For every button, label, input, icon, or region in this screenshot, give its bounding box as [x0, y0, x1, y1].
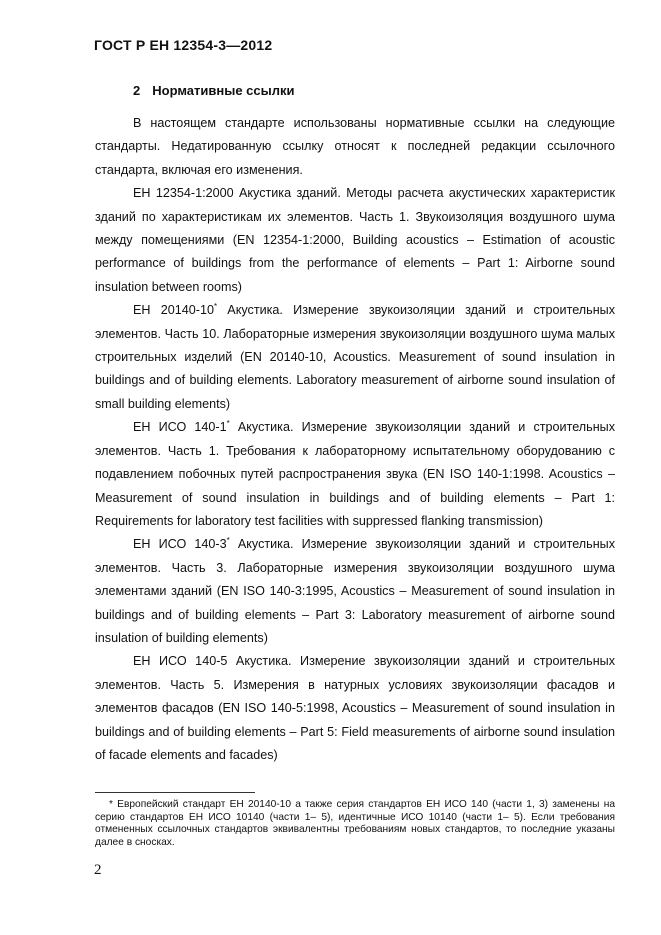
section-title: Нормативные ссылки: [152, 83, 295, 98]
reference-item: [95, 299, 615, 416]
reference-code: ЕН 12354-1:2000: [133, 186, 234, 201]
document-header: ГОСТ Р ЕН 12354-3—2012: [94, 37, 273, 53]
footnote-divider: [95, 792, 255, 793]
section-heading: [133, 83, 294, 98]
reference-code: ЕН ИСО 140-1: [133, 420, 227, 435]
reference-code: ЕН ИСО 140-5: [133, 654, 228, 669]
intro-paragraph: В настоящем стандарте использованы нормативные ссылки на следующие стандарты. Недатированную ссылку относят к последней редакции ссылочного стандарта, включая его изменения.: [95, 116, 615, 177]
footnote-marker: *: [226, 419, 230, 429]
reference-code: ЕН 20140-10: [133, 303, 214, 318]
reference-item: [95, 416, 615, 533]
reference-code: ЕН ИСО 140-3: [133, 537, 227, 552]
reference-item: [95, 182, 615, 299]
page-number: 2: [94, 862, 102, 878]
reference-text: Акустика. Измерение звукоизоляции зданий и строительных элементов. Часть 5. Измерения в натурных условиях звукоизоляции фасадов и элементов фасадов (EN ISO 140-5:1998, Acoustics – Measurement of sound insulation in buildings and of building elements – Part 5: Field measurements of airborne sound insulation of facade elements and facades): [95, 654, 615, 762]
reference-text: Акустика зданий. Методы расчета акустических характеристик зданий по характеристикам их элементов. Часть 1. Звукоизоляция воздушного шума между помещениями (EN 12354-1:2000, Building acoustics – Estimation of acoustic performance of buildings from the performance of elements – Part 1: Airborne sound insulation between rooms): [95, 186, 615, 294]
footnote: * Европейский стандарт ЕН 20140-10 а также серия стандартов ЕН ИСО 140 (части 1, 3) заменены на серию стандартов ЕН ИСО 10140 (части 1– 5), идентичные ИСО 10140 (части 1– 5). Если требования отмененных ссылочных стандартов эквивалентны требованиям новых стандартов, то последние указаны далее в сносках.: [95, 799, 615, 848]
reference-text: Акустика. Измерение звукоизоляции зданий и строительных элементов. Часть 10. Лабораторные измерения звукоизоляции воздушного шума малых строительных изделий (EN 20140-10, Acoustics. Measurement of sound insulation in buildings and of building elements. Laboratory measurement of airborne sound insulation of small building elements): [95, 303, 615, 411]
reference-item: [95, 650, 615, 767]
section-number: 2: [133, 83, 141, 98]
footnote-marker: *: [213, 302, 218, 312]
reference-text: Акустика. Измерение звукоизоляции зданий и строительных элементов. Часть 3. Лабораторные измерения звукоизоляции воздушного шума элементами зданий (EN ISO 140-3:1995, Acoustics – Measurement of sound insulation in buildings and of building elements – Part 3: Laboratory measurement of airborne sound insulation of building elements): [95, 537, 615, 645]
reference-text: Акустика. Измерение звукоизоляции зданий и строительных элементов. Часть 1. Требования к лабораторному испытательному оборудованию с подавлением побочных путей распространения звука (EN ISO 140-1:1998. Acoustics – Measurement of sound insulation in buildings and of building elements – Part 1: Requirements for laboratory test facilities with suppressed flanking transmission): [95, 420, 615, 528]
reference-item: [95, 533, 615, 650]
document-body: [95, 112, 615, 767]
footnote-marker: *: [226, 536, 230, 546]
